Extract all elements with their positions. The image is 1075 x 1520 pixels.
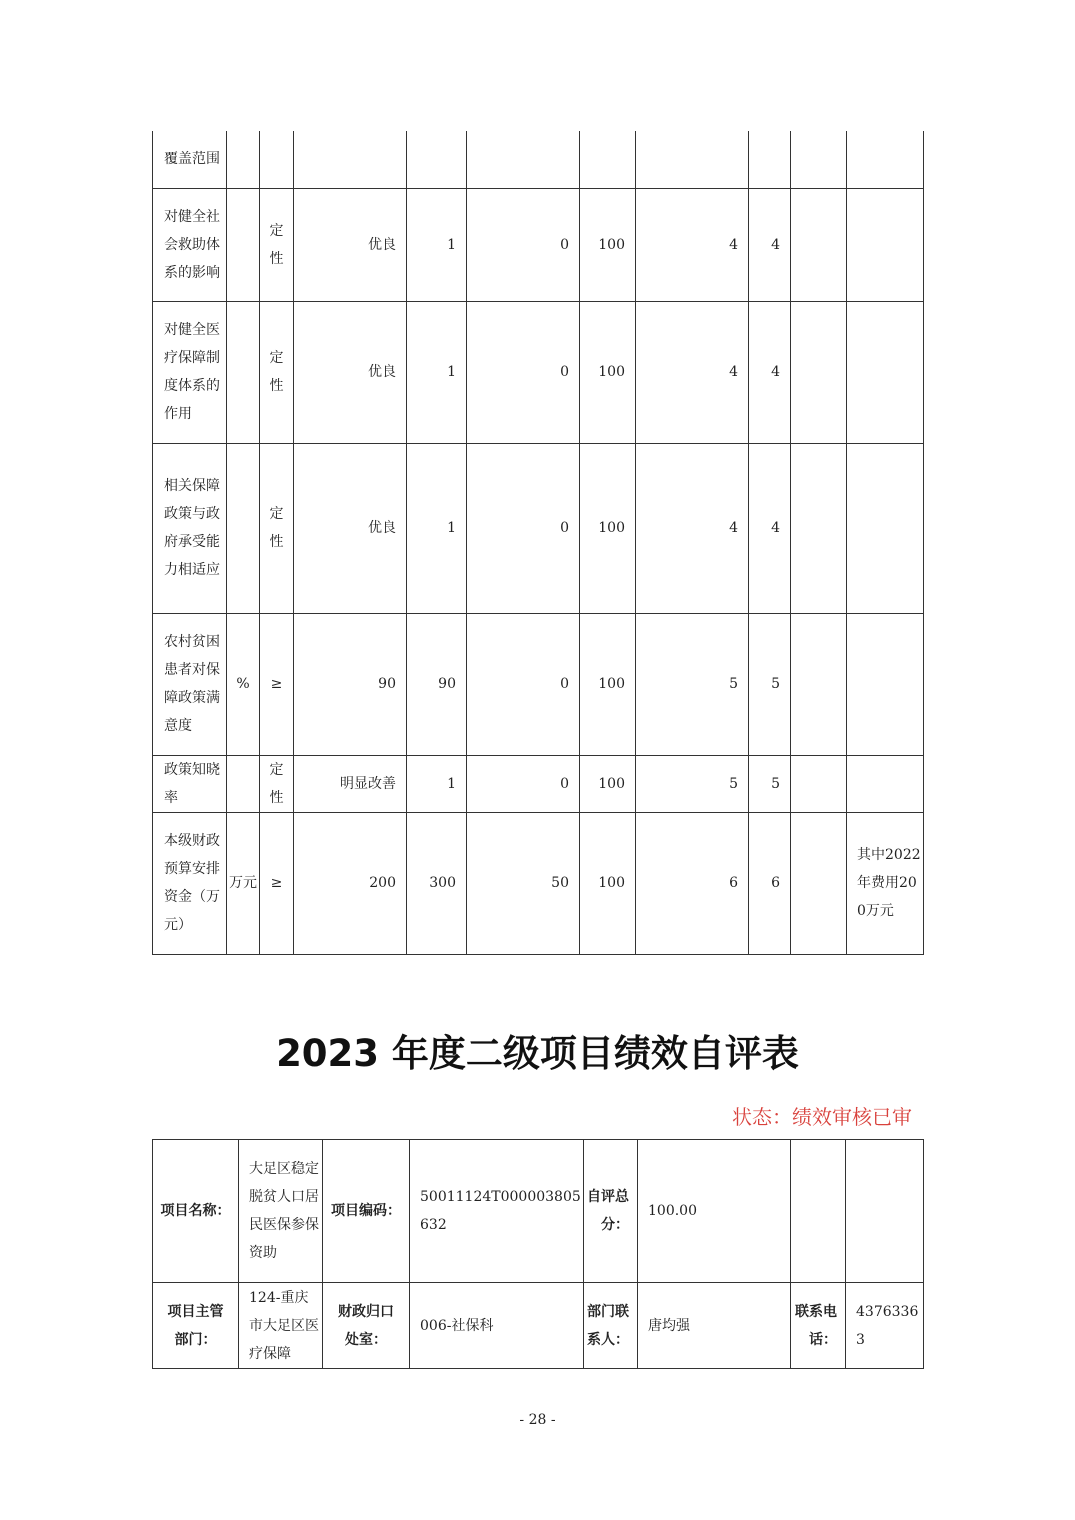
operator-cell bbox=[260, 131, 294, 188]
score-rate-cell: 100 bbox=[580, 443, 636, 613]
weight-cell: 4 bbox=[636, 188, 749, 301]
actual-value-cell: 90 bbox=[407, 613, 467, 755]
actual-value-cell: 1 bbox=[407, 443, 467, 613]
operator-cell: ≥ bbox=[260, 812, 294, 954]
score-cell: 5 bbox=[749, 755, 791, 812]
actual-value-cell: 1 bbox=[407, 755, 467, 812]
note-cell bbox=[847, 188, 924, 301]
project-name-label: 项目名称： bbox=[153, 1140, 239, 1283]
deduct-reason-cell bbox=[791, 613, 847, 755]
deduct-reason-cell bbox=[791, 755, 847, 812]
target-value-cell: 优良 bbox=[294, 301, 407, 443]
score-cell: 6 bbox=[749, 812, 791, 954]
actual-value-cell bbox=[407, 131, 467, 188]
self-score-label: 自评总分： bbox=[584, 1140, 638, 1283]
target-value-cell: 优良 bbox=[294, 188, 407, 301]
note-cell bbox=[847, 131, 924, 188]
deduct-reason-cell bbox=[791, 131, 847, 188]
unit-cell bbox=[227, 301, 260, 443]
score-rate-cell: 100 bbox=[580, 755, 636, 812]
deduct-reason-cell bbox=[791, 188, 847, 301]
unit-cell bbox=[227, 131, 260, 188]
baseline-value-cell: 50 bbox=[467, 812, 580, 954]
operator-cell: 定性 bbox=[260, 301, 294, 443]
weight-cell: 4 bbox=[636, 443, 749, 613]
contact-label: 部门联系人： bbox=[584, 1283, 638, 1369]
project-name-value: 大足区稳定脱贫人口居民医保参保资助 bbox=[239, 1140, 323, 1283]
project-code-value: 50011124T000003805632 bbox=[410, 1140, 584, 1283]
table-row bbox=[153, 188, 924, 301]
unit-cell: 万元 bbox=[227, 812, 260, 954]
dept-label: 项目主管部门： bbox=[153, 1283, 239, 1369]
dept-value: 124-重庆市大足区医疗保障 bbox=[239, 1283, 323, 1369]
score-rate-cell: 100 bbox=[580, 812, 636, 954]
indicator-name-cell: 相关保障政策与政府承受能力相适应 bbox=[153, 443, 227, 613]
table-row bbox=[153, 613, 924, 755]
unit-cell: % bbox=[227, 613, 260, 755]
operator-cell: ≥ bbox=[260, 613, 294, 755]
note-cell bbox=[847, 613, 924, 755]
score-rate-cell bbox=[580, 131, 636, 188]
table-row bbox=[153, 755, 924, 812]
unit-cell bbox=[227, 755, 260, 812]
page-number: - 28 - bbox=[519, 1412, 556, 1428]
operator-cell: 定性 bbox=[260, 755, 294, 812]
note-cell bbox=[847, 443, 924, 613]
indicator-name-cell: 覆盖范围 bbox=[153, 131, 227, 188]
contact-value: 唐均强 bbox=[638, 1283, 791, 1369]
target-value-cell: 90 bbox=[294, 613, 407, 755]
baseline-value-cell: 0 bbox=[467, 755, 580, 812]
office-label: 财政归口处室： bbox=[323, 1283, 410, 1369]
actual-value-cell: 300 bbox=[407, 812, 467, 954]
phone-label: 联系电话： bbox=[791, 1283, 846, 1369]
weight-cell: 6 bbox=[636, 812, 749, 954]
deduct-reason-cell bbox=[791, 301, 847, 443]
target-value-cell bbox=[294, 131, 407, 188]
indicator-name-cell: 农村贫困患者对保障政策满意度 bbox=[153, 613, 227, 755]
indicator-name-cell: 本级财政预算安排资金（万元） bbox=[153, 812, 227, 954]
weight-cell: 5 bbox=[636, 755, 749, 812]
table-row bbox=[153, 812, 924, 954]
table-row bbox=[153, 131, 924, 188]
baseline-value-cell: 0 bbox=[467, 301, 580, 443]
note-cell bbox=[847, 755, 924, 812]
target-value-cell: 200 bbox=[294, 812, 407, 954]
score-rate-cell: 100 bbox=[580, 613, 636, 755]
weight-cell bbox=[636, 131, 749, 188]
indicator-name-cell: 对健全社会救助体系的影响 bbox=[153, 188, 227, 301]
indicator-name-cell: 对健全医疗保障制度体系的作用 bbox=[153, 301, 227, 443]
score-cell bbox=[749, 131, 791, 188]
project-info-table bbox=[152, 1139, 924, 1369]
score-cell: 4 bbox=[749, 301, 791, 443]
office-value: 006-社保科 bbox=[410, 1283, 584, 1369]
deduct-reason-cell bbox=[791, 443, 847, 613]
target-value-cell: 优良 bbox=[294, 443, 407, 613]
baseline-value-cell: 0 bbox=[467, 443, 580, 613]
operator-cell: 定性 bbox=[260, 443, 294, 613]
score-rate-cell: 100 bbox=[580, 188, 636, 301]
unit-cell bbox=[227, 443, 260, 613]
target-value-cell: 明显改善 bbox=[294, 755, 407, 812]
actual-value-cell: 1 bbox=[407, 301, 467, 443]
operator-cell: 定性 bbox=[260, 188, 294, 301]
baseline-value-cell: 0 bbox=[467, 613, 580, 755]
page-title: 2023 年度二级项目绩效自评表 bbox=[276, 1032, 799, 1075]
baseline-value-cell bbox=[467, 131, 580, 188]
deduct-reason-cell bbox=[791, 812, 847, 954]
table-row bbox=[153, 301, 924, 443]
indicator-name-cell: 政策知晓率 bbox=[153, 755, 227, 812]
weight-cell: 5 bbox=[636, 613, 749, 755]
score-cell: 4 bbox=[749, 188, 791, 301]
note-cell: 其中2022年费用200万元 bbox=[847, 812, 924, 954]
empty-cell bbox=[791, 1140, 846, 1283]
status-badge: 状态：绩效审核已审 bbox=[732, 1105, 912, 1129]
unit-cell bbox=[227, 188, 260, 301]
table-row bbox=[153, 443, 924, 613]
empty-cell bbox=[846, 1140, 924, 1283]
score-cell: 4 bbox=[749, 443, 791, 613]
performance-indicator-table bbox=[152, 131, 924, 955]
self-score-value: 100.00 bbox=[638, 1140, 791, 1283]
score-cell: 5 bbox=[749, 613, 791, 755]
baseline-value-cell: 0 bbox=[467, 188, 580, 301]
phone-value: 43763363 bbox=[846, 1283, 924, 1369]
score-rate-cell: 100 bbox=[580, 301, 636, 443]
weight-cell: 4 bbox=[636, 301, 749, 443]
project-code-label: 项目编码： bbox=[323, 1140, 410, 1283]
actual-value-cell: 1 bbox=[407, 188, 467, 301]
note-cell bbox=[847, 301, 924, 443]
